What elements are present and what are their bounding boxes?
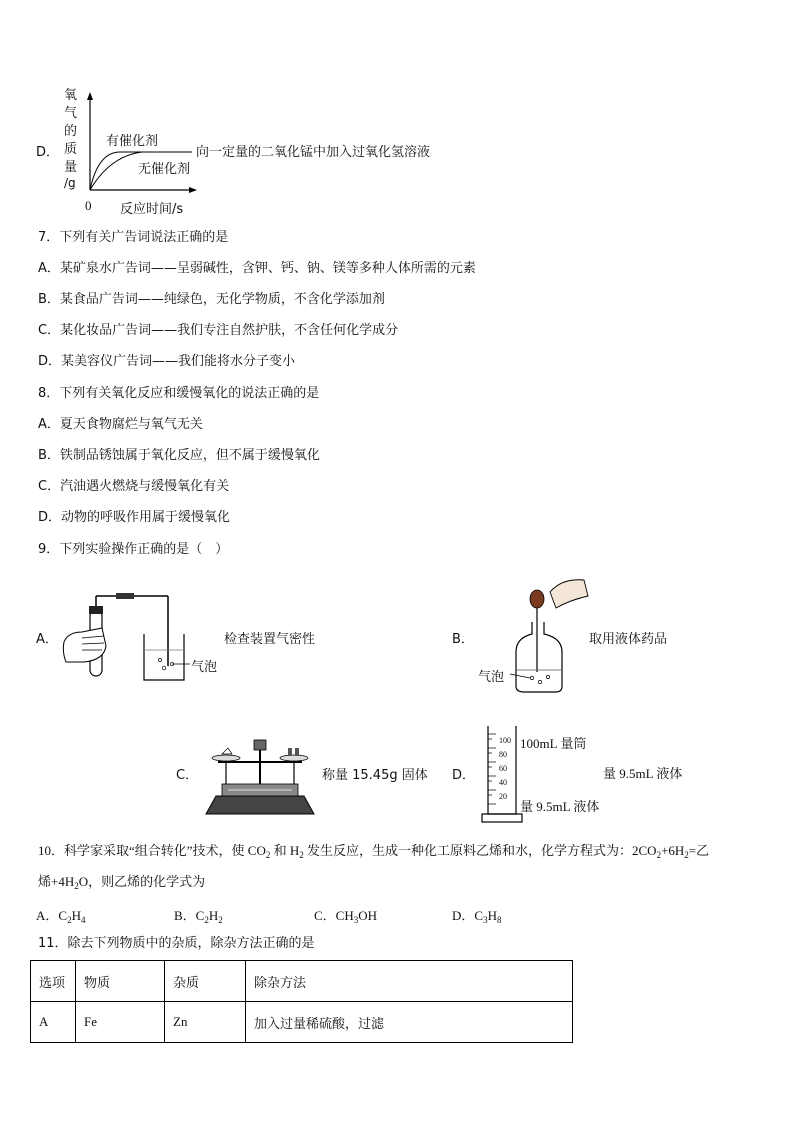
q7-option-b: B．某食品广告词——纯绿色，无化学物质，不含化学添加剂 (38, 292, 385, 307)
balance-scale-figure (204, 734, 316, 816)
y-axis-arrow (87, 92, 93, 100)
cylinder-tick-label: 60 (499, 764, 507, 773)
q7-option-a: A．某矿泉水广告词——呈弱碱性，含钾、钙、钠、镁等多种人体所需的元素 (38, 261, 476, 276)
q9-a-letter: A． (36, 632, 58, 647)
stopper (89, 606, 103, 614)
cylinder-base (482, 814, 522, 822)
q9-a-caption: 检查装置气密性 (224, 632, 316, 647)
q9-stem: 9．下列实验操作正确的是（ ） (38, 542, 229, 557)
q9-d-cylinder-label: 100mL 量筒 (520, 736, 587, 751)
q10-stem-line-2: 烯$+4H_2O$，则乙烯的化学式为 (38, 874, 206, 891)
hand (63, 628, 106, 662)
q9-b-letter: B． (452, 632, 474, 647)
q9-b-bubble-label: 气泡 (478, 670, 505, 685)
cylinder-tick-label: 80 (499, 750, 507, 759)
q6-option-d-letter: D． (36, 145, 60, 160)
graph-origin: 0 (85, 198, 92, 213)
beaker (144, 634, 184, 680)
q7-stem: 7．下列有关广告词说法正确的是 (38, 230, 229, 245)
q9-b-caption: 取用液体药品 (589, 632, 668, 647)
table-cell: 加入过量稀硫酸，过滤 (246, 1002, 573, 1043)
q9-c-caption: 称量 15.45g 固体 (322, 768, 428, 783)
q9-d-measure-label-mid: 量 9.5mL 液体 (603, 766, 683, 781)
dropper-bulb (530, 590, 544, 608)
airtightness-apparatus-figure (60, 588, 200, 683)
q8-option-a: A．夏天食物腐烂与氧气无关 (38, 417, 203, 432)
q8-stem: 8．下列有关氧化反应和缓慢氧化的说法正确的是 (38, 386, 320, 401)
table-row (31, 1002, 573, 1043)
table-header-row (31, 961, 573, 1002)
left-pan (212, 755, 240, 761)
dropper-bottle-figure (500, 574, 600, 700)
q9-a-bubble-label: 气泡 (191, 660, 218, 675)
table-cell: A (31, 1002, 76, 1043)
cylinder-tick-label: 20 (499, 792, 507, 801)
q9-d-letter: D． (452, 768, 476, 783)
reagent-bottle (516, 622, 562, 692)
table-header-cell: 选项 (31, 961, 76, 1002)
table-header-cell: 物质 (76, 961, 165, 1002)
q10-option-c: C．$CH_3OH$ (314, 908, 378, 925)
x-axis-arrow (189, 187, 197, 193)
q8-option-c: C．汽油遇火燃烧与缓慢氧化有关 (38, 479, 230, 494)
table-header-cell: 除杂方法 (246, 961, 573, 1002)
q8-option-d: D．动物的呼吸作用属于缓慢氧化 (38, 510, 231, 525)
ylabel-char: 气 (64, 106, 78, 121)
curve-catalyst-label: 有催化剂 (106, 134, 159, 149)
graph-xlabel: 反应时间/s (120, 202, 184, 217)
curve-no-catalyst-label: 无催化剂 (138, 162, 191, 177)
balance-base (206, 796, 314, 814)
right-pan (280, 755, 308, 761)
cylinder-tick-label: 100 (499, 736, 511, 745)
ylabel-char: /g (64, 176, 76, 190)
q11-stem: 11．除去下列物质中的杂质，除杂方法正确的是 (38, 936, 315, 951)
q10-option-a: A．$C_2H_4$ (36, 908, 86, 925)
cylinder-tick-marks (488, 734, 496, 804)
q8-option-b: B．铁制品锈蚀属于氧化反应，但不属于缓慢氧化 (38, 448, 320, 463)
ylabel-char: 质 (64, 142, 78, 157)
q9-d-measure-label-low: 量 9.5mL 液体 (520, 799, 600, 814)
q6-option-d-text: 向一定量的二氧化锰中加入过氧化氢溶液 (196, 145, 431, 160)
q10-option-b: B．$C_2H_2$ (174, 908, 223, 925)
hand (550, 580, 588, 608)
table-cell: Fe (76, 1002, 165, 1043)
table-header-cell: 杂质 (165, 961, 246, 1002)
ylabel-char: 的 (64, 124, 78, 139)
q10-stem-line-1: 10．科学家采取“组合转化”技术，使 $CO_2$ 和 $H_2$ 发生反应，生成一种化工原料乙烯和水，化学方程式为：$2CO_2+6H_2=$乙 (38, 843, 710, 860)
q7-option-c: C．某化妆品广告词——我们专注自然护肤，不含任何化学成分 (38, 323, 399, 338)
ylabel-char: 氧 (64, 88, 78, 103)
q7-option-d: D．某美容仪广告词——我们能将水分子变小 (38, 354, 296, 369)
table-cell: Zn (165, 1002, 246, 1043)
q9-c-letter: C． (176, 768, 199, 783)
q10-option-d: D．$C_3H_8$ (452, 908, 502, 925)
cylinder-tick-label: 40 (499, 778, 507, 787)
q11-table (30, 960, 573, 1043)
ylabel-char: 量 (64, 160, 78, 175)
